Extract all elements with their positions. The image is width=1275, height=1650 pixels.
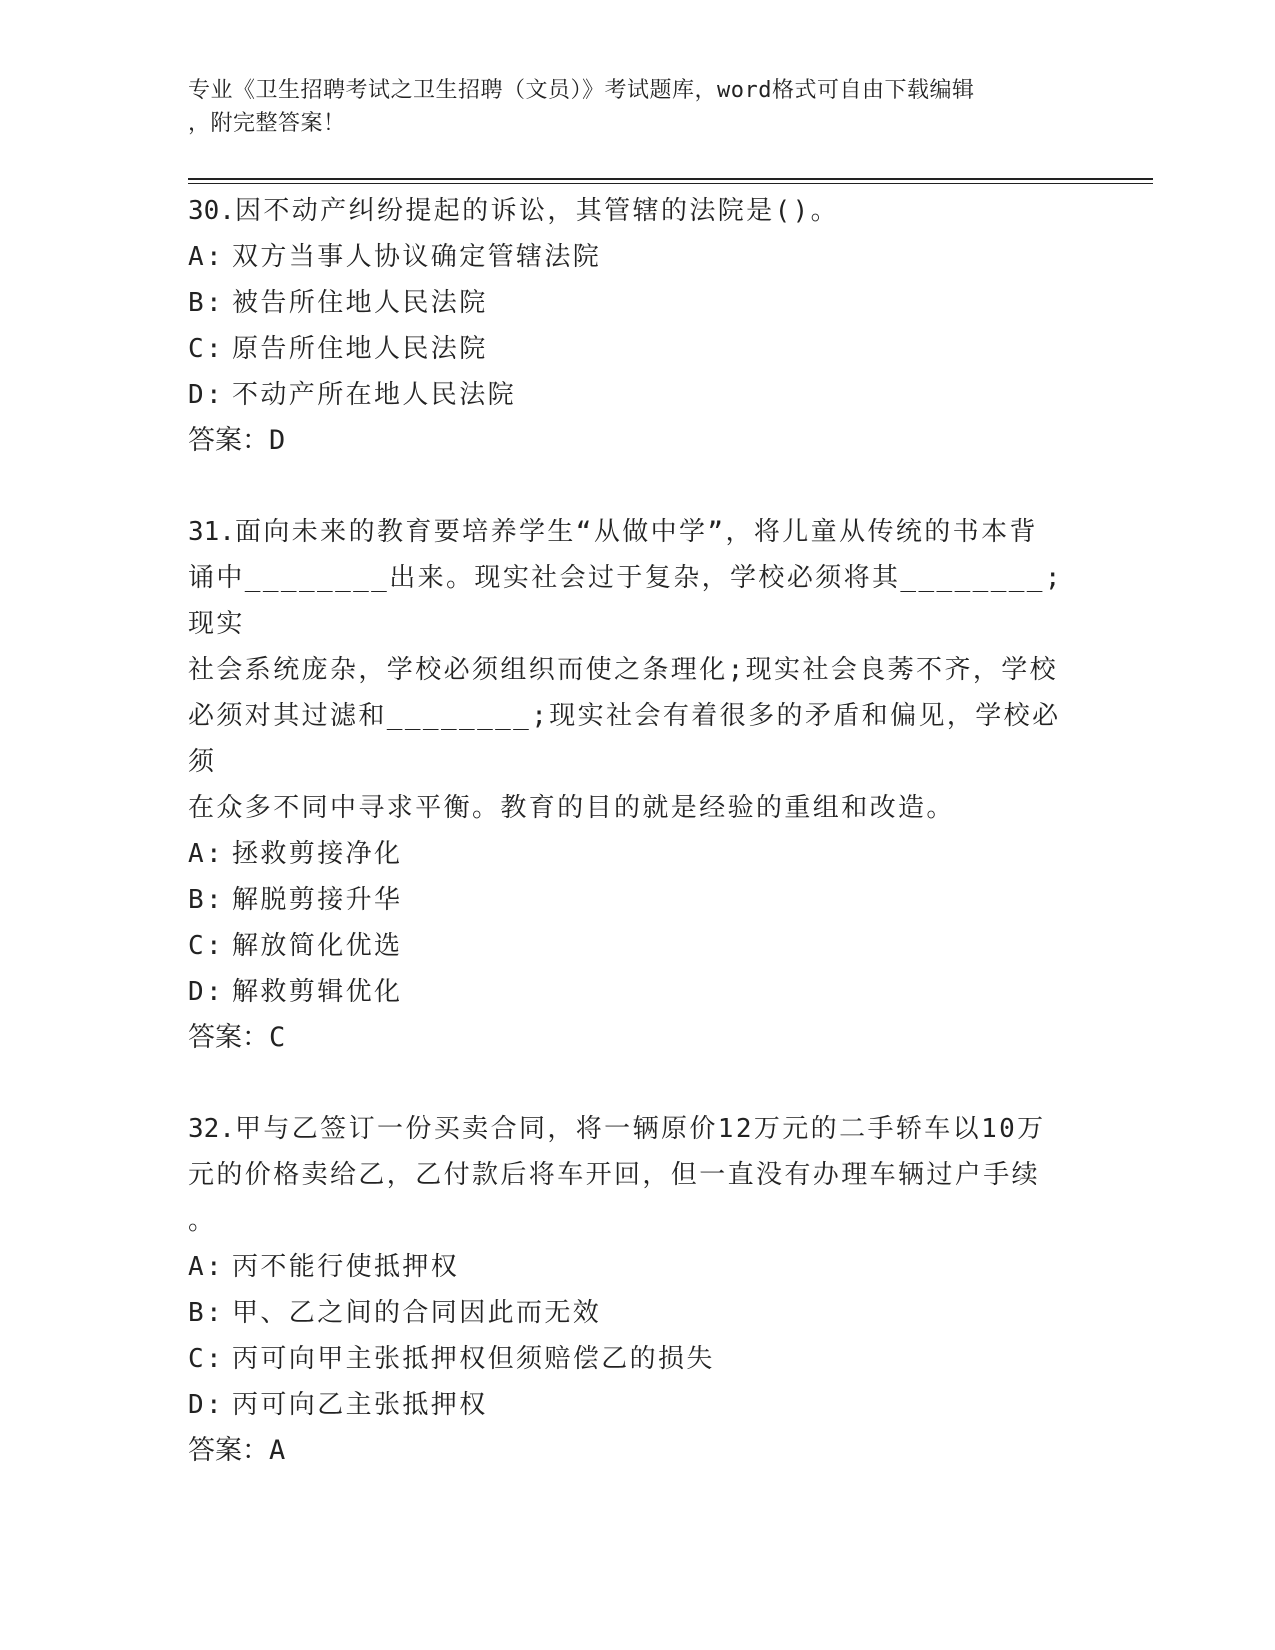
- option-text: 不动产所在地人民法院: [232, 380, 517, 410]
- option-text: 被告所住地人民法院: [232, 288, 488, 318]
- page-header: [188, 74, 1068, 140]
- option-d: [188, 969, 1088, 1015]
- option-text: 丙可向乙主张抵押权: [232, 1390, 488, 1420]
- question-text-line: 社会系统庞杂，学校必须组织而使之条理化;现实社会良莠不齐，学校: [188, 655, 1059, 685]
- answer-label: 答案：: [188, 1435, 269, 1466]
- question-text: 面向未来的教育要培养学生“从做中学”，将儿童从传统的书本背: [234, 517, 1038, 547]
- question-text-line: [188, 509, 1088, 555]
- option-letter: D:: [188, 1390, 225, 1420]
- option-letter: A:: [188, 1252, 225, 1282]
- question-text-line: [188, 1106, 1088, 1152]
- option-text: 甲、乙之间的合同因此而无效: [232, 1298, 602, 1328]
- question-text: 因不动产纠纷提起的诉讼，其管辖的法院是()。: [234, 196, 840, 226]
- option-text: 解脱剪接升华: [232, 885, 403, 915]
- option-b: [188, 280, 1088, 326]
- question-text-line: 元的价格卖给乙，乙付款后将车开回，但一直没有办理车辆过户手续: [188, 1160, 1041, 1190]
- option-a: [188, 234, 1088, 280]
- question-text-line: 在众多不同中寻求平衡。教育的目的就是经验的重组和改造。: [188, 793, 955, 823]
- option-letter: C:: [188, 1344, 225, 1374]
- option-text: 原告所住地人民法院: [232, 334, 488, 364]
- answer-line: [188, 1015, 1088, 1061]
- option-b: [188, 877, 1088, 923]
- option-letter: C:: [188, 334, 225, 364]
- answer-value: A: [269, 1435, 286, 1466]
- question-gap: [188, 1061, 1088, 1106]
- answer-line: [188, 418, 1088, 464]
- option-text: 双方当事人协议确定管辖法院: [232, 242, 602, 272]
- option-letter: D:: [188, 380, 225, 410]
- answer-line: [188, 1428, 1088, 1474]
- answer-label: 答案：: [188, 425, 269, 456]
- option-letter: B:: [188, 1298, 225, 1328]
- question-32: [188, 1106, 1088, 1474]
- option-text: 拯救剪接净化: [232, 839, 403, 869]
- option-c: [188, 326, 1088, 372]
- question-text: 甲与乙签订一份买卖合同，将一辆原价12万元的二手轿车以10万: [234, 1114, 1046, 1144]
- answer-value: C: [269, 1022, 286, 1053]
- header-rule-thin: [188, 183, 1153, 184]
- header-line-1: 专业《卫生招聘考试之卫生招聘（文员）》考试题库，word格式可自由下载编辑: [188, 78, 975, 103]
- option-d: [188, 372, 1088, 418]
- option-letter: B:: [188, 288, 225, 318]
- option-letter: B:: [188, 885, 225, 915]
- option-letter: A:: [188, 242, 225, 272]
- question-text-line: 必须对其过滤和________;现实社会有着很多的矛盾和偏见，学校必须: [188, 701, 1061, 777]
- option-b: [188, 1290, 1088, 1336]
- option-a: [188, 1244, 1088, 1290]
- option-d: [188, 1382, 1088, 1428]
- question-number: 31.: [188, 517, 235, 547]
- header-line-2: ，附完整答案！: [188, 111, 346, 136]
- question-31: [188, 509, 1088, 1061]
- option-text: 丙不能行使抵押权: [232, 1252, 460, 1282]
- option-a: [188, 831, 1088, 877]
- option-letter: D:: [188, 977, 225, 1007]
- question-number: 30.: [188, 196, 235, 226]
- option-letter: C:: [188, 931, 225, 961]
- option-c: [188, 923, 1088, 969]
- option-text: 丙可向甲主张抵押权但须赔偿乙的损失: [232, 1344, 715, 1374]
- option-text: 解放简化优选: [232, 931, 403, 961]
- question-text-line: 诵中________出来。现实社会过于复杂，学校必须将其________;现实: [188, 563, 1063, 639]
- question-text-line: 。: [188, 1206, 217, 1236]
- option-c: [188, 1336, 1088, 1382]
- header-rule-thick: [188, 178, 1153, 180]
- question-30: [188, 188, 1088, 464]
- question-number: 32.: [188, 1114, 235, 1144]
- answer-label: 答案：: [188, 1022, 269, 1053]
- option-text: 解救剪辑优化: [232, 977, 403, 1007]
- question-list: [188, 188, 1088, 1474]
- option-letter: A:: [188, 839, 225, 869]
- question-text-line: [188, 188, 1088, 234]
- question-gap: [188, 464, 1088, 509]
- answer-value: D: [269, 425, 286, 456]
